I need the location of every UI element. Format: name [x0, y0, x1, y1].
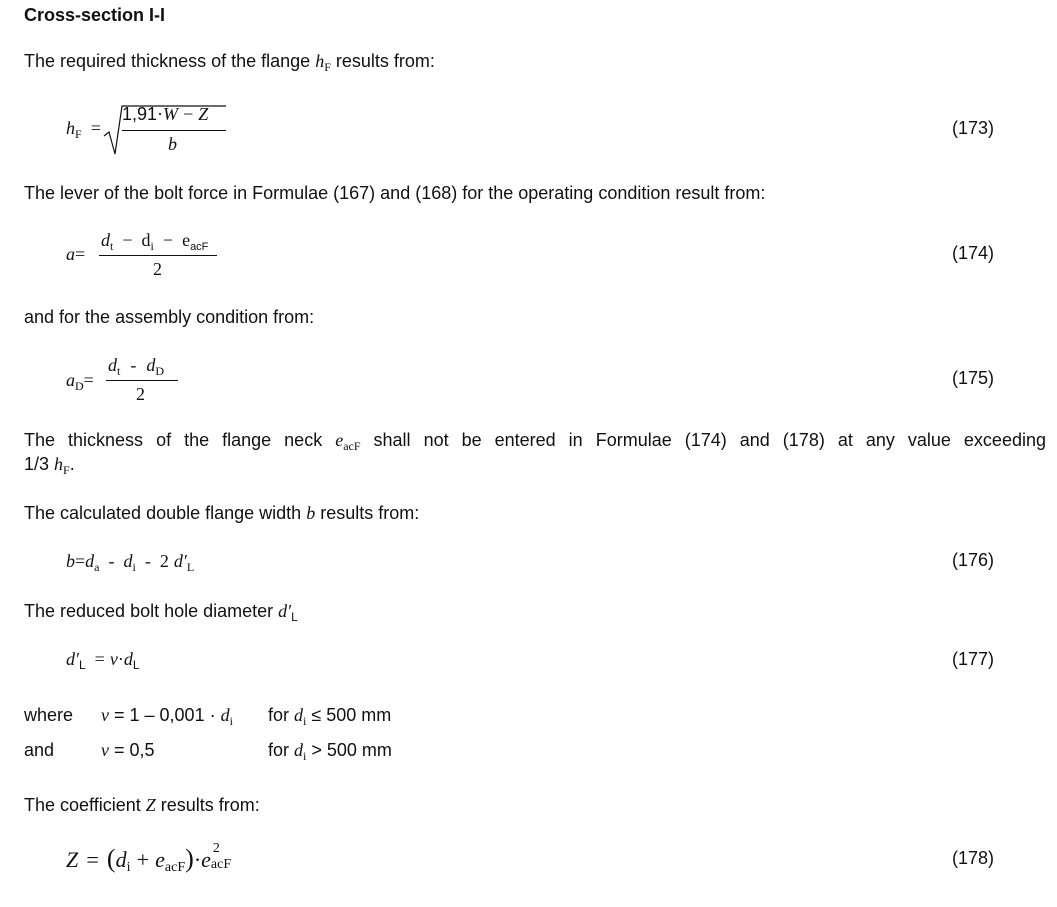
- equation-number: (176): [952, 550, 995, 570]
- equation-number: (175): [952, 368, 995, 388]
- equation-number: (174): [952, 243, 995, 263]
- paragraph-reduced-diameter: The reduced bolt hole diameter $d'_L$: [24, 601, 298, 624]
- paragraph-coefficient-z: The coefficient Z results from:: [24, 795, 260, 815]
- paragraph-neck-limit: The thickness of the flange neck $e_{acF}$ shall not be entered in Formulae (174) and (178) at any value exceeding: [24, 430, 1046, 453]
- paragraph-flange-width: The calculated double flange width b results from:: [24, 503, 420, 523]
- paragraph-neck-limit-cont: 1/3 $h_F$.: [24, 454, 75, 477]
- section-heading: Cross-section I-I: [24, 5, 166, 25]
- paragraph-flange-thickness: The required thickness of the flange $h_F$ results from:: [24, 51, 435, 74]
- equation-number: (177): [952, 649, 995, 669]
- paragraph-assembly: and for the assembly condition from:: [24, 307, 315, 327]
- equation-number: (178): [952, 848, 995, 868]
- equation-number: (173): [952, 118, 995, 138]
- paragraph-lever-operating: The lever of the bolt force in Formulae (167) and (168) for the operating condition result from:: [24, 183, 766, 203]
